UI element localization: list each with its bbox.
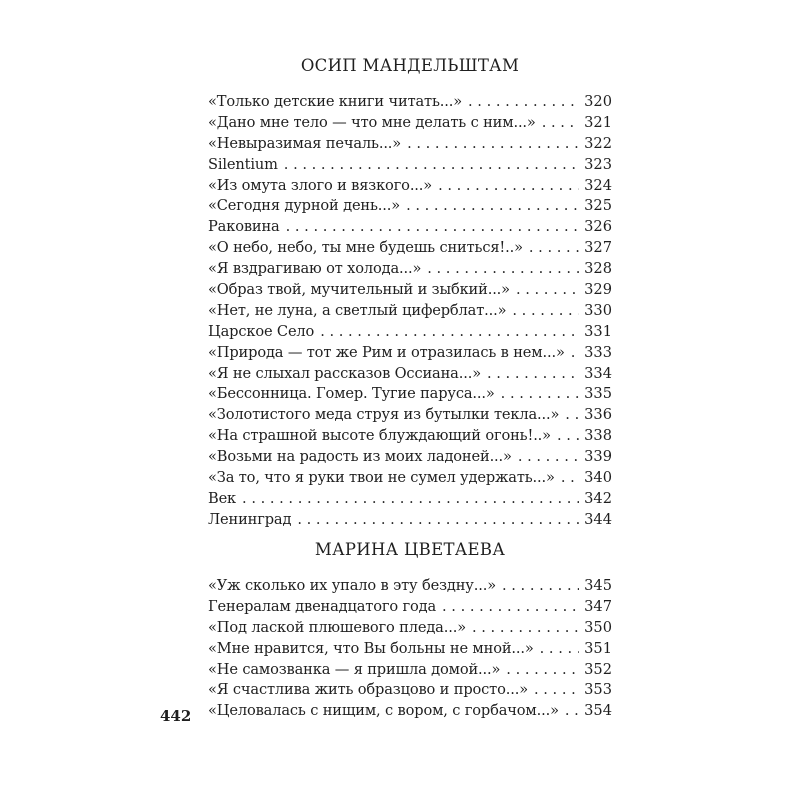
- dot-leader: [557, 426, 579, 447]
- entry-page: 323: [584, 155, 612, 173]
- dot-leader: [468, 92, 579, 113]
- toc-entry[interactable]: [208, 343, 612, 364]
- entry-title: «Я не слыхал рассказов Оссиана...»: [208, 364, 481, 382]
- dot-leader: [534, 680, 579, 701]
- toc-entry[interactable]: [208, 405, 612, 426]
- toc-entry[interactable]: [208, 597, 612, 618]
- entry-page: 345: [584, 577, 612, 594]
- toc-entry[interactable]: [208, 701, 612, 722]
- entry-title: «Золотистого меда струя из бутылки текла...»: [208, 406, 560, 424]
- dot-leader: [506, 660, 579, 681]
- entry-title: «Мне нравится, что Вы больны не мной...»: [208, 639, 534, 657]
- entry-page: 326: [584, 218, 612, 236]
- dot-leader: [472, 618, 579, 639]
- section-title-tsvetaeva: МАРИНА ЦВЕТАЕВА: [314, 540, 506, 559]
- toc-entry[interactable]: [208, 468, 612, 489]
- toc-entry[interactable]: [208, 238, 612, 259]
- entry-title: «Я счастлива жить образцово и просто...»: [208, 681, 528, 699]
- entry-title: «Целовалась с нищим, с вором, с горбачом...»: [208, 702, 559, 720]
- toc-entry[interactable]: [208, 576, 612, 597]
- toc-entry[interactable]: [208, 489, 612, 510]
- entry-page: 351: [584, 639, 612, 657]
- entry-title: «Сегодня дурной день...»: [208, 197, 401, 215]
- entry-page: 333: [584, 343, 612, 361]
- entry-page: 344: [584, 510, 612, 528]
- entry-page: 324: [584, 176, 612, 194]
- entry-page: 322: [584, 134, 612, 152]
- entry-page: 347: [584, 597, 612, 615]
- dot-leader: [438, 176, 579, 197]
- toc-entry[interactable]: [208, 510, 612, 531]
- page-number: 442: [160, 707, 192, 725]
- entry-title: «Невыразимая печаль...»: [208, 134, 402, 152]
- dot-leader: [502, 576, 579, 597]
- toc-entry[interactable]: [208, 426, 612, 447]
- dot-leader: [565, 701, 579, 722]
- entry-title: «О небо, небо, ты мне будешь сниться!..»: [208, 239, 523, 257]
- toc-entry[interactable]: [208, 92, 612, 113]
- entry-page: 334: [584, 364, 612, 382]
- entry-page: 350: [584, 618, 612, 636]
- entry-title: «Только детские книги читать...»: [208, 93, 463, 110]
- entry-page: 342: [584, 489, 612, 507]
- entry-page: 354: [584, 702, 612, 720]
- toc-entry[interactable]: [208, 134, 612, 155]
- toc-entry[interactable]: [208, 384, 612, 405]
- toc-entry[interactable]: [208, 113, 612, 134]
- dot-leader: [501, 384, 579, 405]
- entry-page: 335: [584, 385, 612, 403]
- dot-leader: [487, 364, 579, 385]
- toc-entry[interactable]: [208, 196, 612, 217]
- entry-page: 325: [584, 197, 612, 215]
- entry-title: «На страшной высоте блуждающий огонь!..»: [208, 427, 551, 445]
- toc-entry[interactable]: [208, 155, 612, 176]
- dot-leader: [571, 343, 579, 364]
- entry-title: «Возьми на радость из моих ладоней...»: [208, 448, 512, 466]
- entry-page: 321: [584, 113, 612, 131]
- toc-entry[interactable]: [208, 639, 612, 660]
- entry-page: 352: [584, 660, 612, 678]
- dot-leader: [540, 639, 579, 660]
- dot-leader: [406, 196, 579, 217]
- entry-title: Ленинград: [208, 510, 292, 528]
- entry-page: 329: [584, 281, 612, 299]
- entry-title: «За то, что я руки твои не сумел удержать...»: [208, 469, 555, 487]
- dot-leader: [427, 259, 579, 280]
- toc-entry[interactable]: [208, 301, 612, 322]
- toc-list-tsvetaeva: [208, 576, 612, 722]
- dot-leader: [561, 468, 579, 489]
- entry-title: «Бессонница. Гомер. Тугие паруса...»: [208, 385, 495, 403]
- entry-title: Silentium: [208, 155, 278, 173]
- toc-entry[interactable]: [208, 618, 612, 639]
- entry-title: «Уж сколько их упало в эту бездну...»: [208, 577, 496, 594]
- entry-title: Генералам двенадцатого года: [208, 597, 437, 615]
- entry-title: Раковина: [208, 218, 280, 236]
- dot-leader: [442, 597, 579, 618]
- toc-entry[interactable]: [208, 680, 612, 701]
- toc-entry[interactable]: [208, 259, 612, 280]
- entry-page: 353: [584, 681, 612, 699]
- entry-title: «Я вздрагиваю от холода...»: [208, 260, 422, 278]
- dot-leader: [407, 134, 579, 155]
- entry-page: 328: [584, 260, 612, 278]
- entry-title: Век: [208, 489, 237, 507]
- entry-title: «Нет, не луна, а светлый циферблат...»: [208, 301, 507, 319]
- entry-title: «Из омута злого и вязкого...»: [208, 176, 433, 194]
- dot-leader: [542, 113, 579, 134]
- toc-entry[interactable]: [208, 660, 612, 681]
- entry-page: 339: [584, 448, 612, 466]
- entry-title: Царское Село: [208, 322, 315, 340]
- entry-page: 340: [584, 469, 612, 487]
- entry-page: 320: [584, 93, 612, 110]
- toc-entry[interactable]: [208, 447, 612, 468]
- entry-page: 338: [584, 427, 612, 445]
- entry-title: «Природа — тот же Рим и отразилась в нем...»: [208, 343, 565, 361]
- dot-leader: [284, 155, 579, 176]
- toc-list-mandelshtam: [208, 92, 612, 531]
- dot-leader: [512, 301, 579, 322]
- dot-leader: [518, 447, 579, 468]
- dot-leader: [286, 217, 580, 238]
- entry-title: «Дано мне тело — что мне делать с ним...»: [208, 113, 536, 131]
- entry-page: 336: [584, 406, 612, 424]
- dot-leader: [516, 280, 579, 301]
- entry-title: «Образ твой, мучительный и зыбкий...»: [208, 281, 510, 299]
- toc-entry[interactable]: [208, 176, 612, 197]
- dot-leader: [297, 510, 579, 531]
- entry-page: 330: [584, 301, 612, 319]
- dot-leader: [529, 238, 579, 259]
- dot-leader: [565, 405, 579, 426]
- toc-entry[interactable]: [208, 322, 612, 343]
- section-title-mandelshtam: ОСИП МАНДЕЛЬШТАМ: [300, 56, 520, 75]
- entry-page: 327: [584, 239, 612, 257]
- dot-leader: [242, 489, 579, 510]
- entry-page: 331: [584, 322, 612, 340]
- toc-entry[interactable]: [208, 280, 612, 301]
- dot-leader: [320, 322, 579, 343]
- entry-title: «Под лаской плюшевого пледа...»: [208, 618, 466, 636]
- toc-entry[interactable]: [208, 217, 612, 238]
- toc-entry[interactable]: [208, 364, 612, 385]
- entry-title: «Не самозванка — я пришла домой...»: [208, 660, 501, 678]
